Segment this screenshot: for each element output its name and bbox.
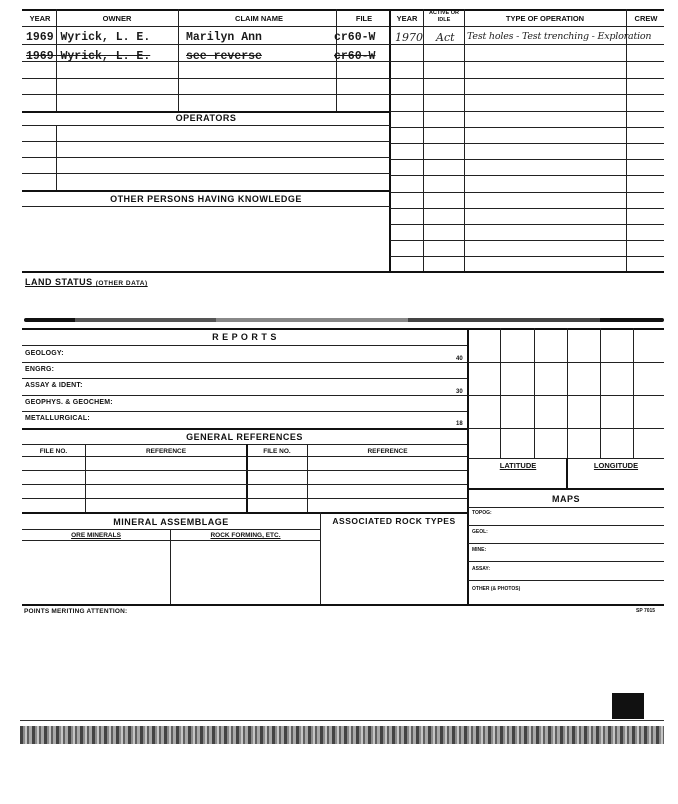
- header-owner: OWNER: [102, 14, 132, 23]
- map-assay-label: ASSAY:: [472, 566, 491, 572]
- rock-forming-header: ROCK FORMING, ETC.: [210, 532, 281, 539]
- ore-minerals-header: ORE MINERALS: [71, 532, 121, 539]
- latitude-label: LATITUDE: [499, 461, 537, 470]
- reports-title: R E P O R T S: [212, 332, 277, 342]
- points-meriting-attention-label: POINTS MERITING ATTENTION:: [24, 608, 128, 615]
- activity-year: 1970: [395, 31, 423, 44]
- activity-status: Act: [436, 31, 455, 44]
- associated-rock-types-title: ASSOCIATED ROCK TYPES: [332, 516, 456, 526]
- report-metallurgical-num: 18: [456, 421, 463, 427]
- land-status-label: LAND STATUS: [25, 277, 93, 287]
- longitude-label: LONGITUDE: [593, 461, 639, 470]
- record-1-entry: 1969 Wyrick, L. E.: [26, 31, 151, 44]
- header-crew: CREW: [634, 14, 658, 23]
- report-assay-num: 30: [456, 389, 463, 395]
- other-persons-title: OTHER PERSONS HAVING KNOWLEDGE: [110, 194, 302, 204]
- header-active-or-idle: ACTIVE OR IDLE: [429, 10, 459, 23]
- scan-noise-band: [20, 726, 664, 744]
- header-year-2: YEAR: [396, 14, 418, 23]
- map-topog-label: TOPOG:: [472, 510, 492, 516]
- ref-file-no-1: FILE NO.: [39, 448, 68, 455]
- ref-reference-1: REFERENCE: [145, 448, 187, 455]
- report-geophys-label: GEOPHYS. & GEOCHEM:: [25, 399, 113, 406]
- general-references-title: GENERAL REFERENCES: [186, 432, 303, 442]
- header-claim-name: CLAIM NAME: [235, 14, 283, 23]
- scan-smudge-top: [24, 318, 664, 322]
- map-other-label: OTHER (& PHOTOS): [472, 586, 521, 592]
- form-code: SP 7015: [636, 608, 656, 614]
- record-2-file: cr60-W: [334, 50, 376, 63]
- map-mine-label: MINE:: [472, 547, 487, 553]
- scan-black-square: [612, 693, 644, 719]
- report-assay-label: ASSAY & IDENT:: [25, 382, 83, 389]
- report-geology-num: 40: [456, 356, 463, 362]
- land-status-title: [25, 277, 148, 287]
- scan-smudge-bottom: [20, 720, 664, 721]
- map-geol-label: GEOL:: [472, 529, 488, 535]
- record-1-file: cr60-W: [334, 31, 376, 44]
- ref-reference-2: REFERENCE: [367, 448, 408, 455]
- report-engrg-label: ENGRG:: [25, 366, 55, 373]
- record-1-claim: Marilyn Ann: [186, 31, 262, 44]
- activity-operation: Test holes - Test trenching - Exploration: [467, 31, 652, 42]
- record-2-claim: see reverse: [186, 50, 262, 63]
- report-geology-label: GEOLOGY:: [25, 350, 64, 357]
- ref-file-no-2: FILE NO.: [263, 448, 291, 455]
- mineral-assemblage-title: MINERAL ASSEMBLAGE: [113, 517, 229, 527]
- report-metallurgical-label: METALLURGICAL:: [25, 415, 90, 422]
- record-2-entry: 1969 Wyrick, L. E.: [26, 50, 151, 63]
- header-year: YEAR: [29, 14, 51, 23]
- land-status-sublabel: (OTHER DATA): [95, 280, 148, 287]
- operators-title: OPERATORS: [175, 113, 237, 123]
- header-type-of-operation: TYPE OF OPERATION: [505, 14, 585, 23]
- maps-title: MAPS: [551, 494, 580, 504]
- header-file: FILE: [355, 14, 373, 23]
